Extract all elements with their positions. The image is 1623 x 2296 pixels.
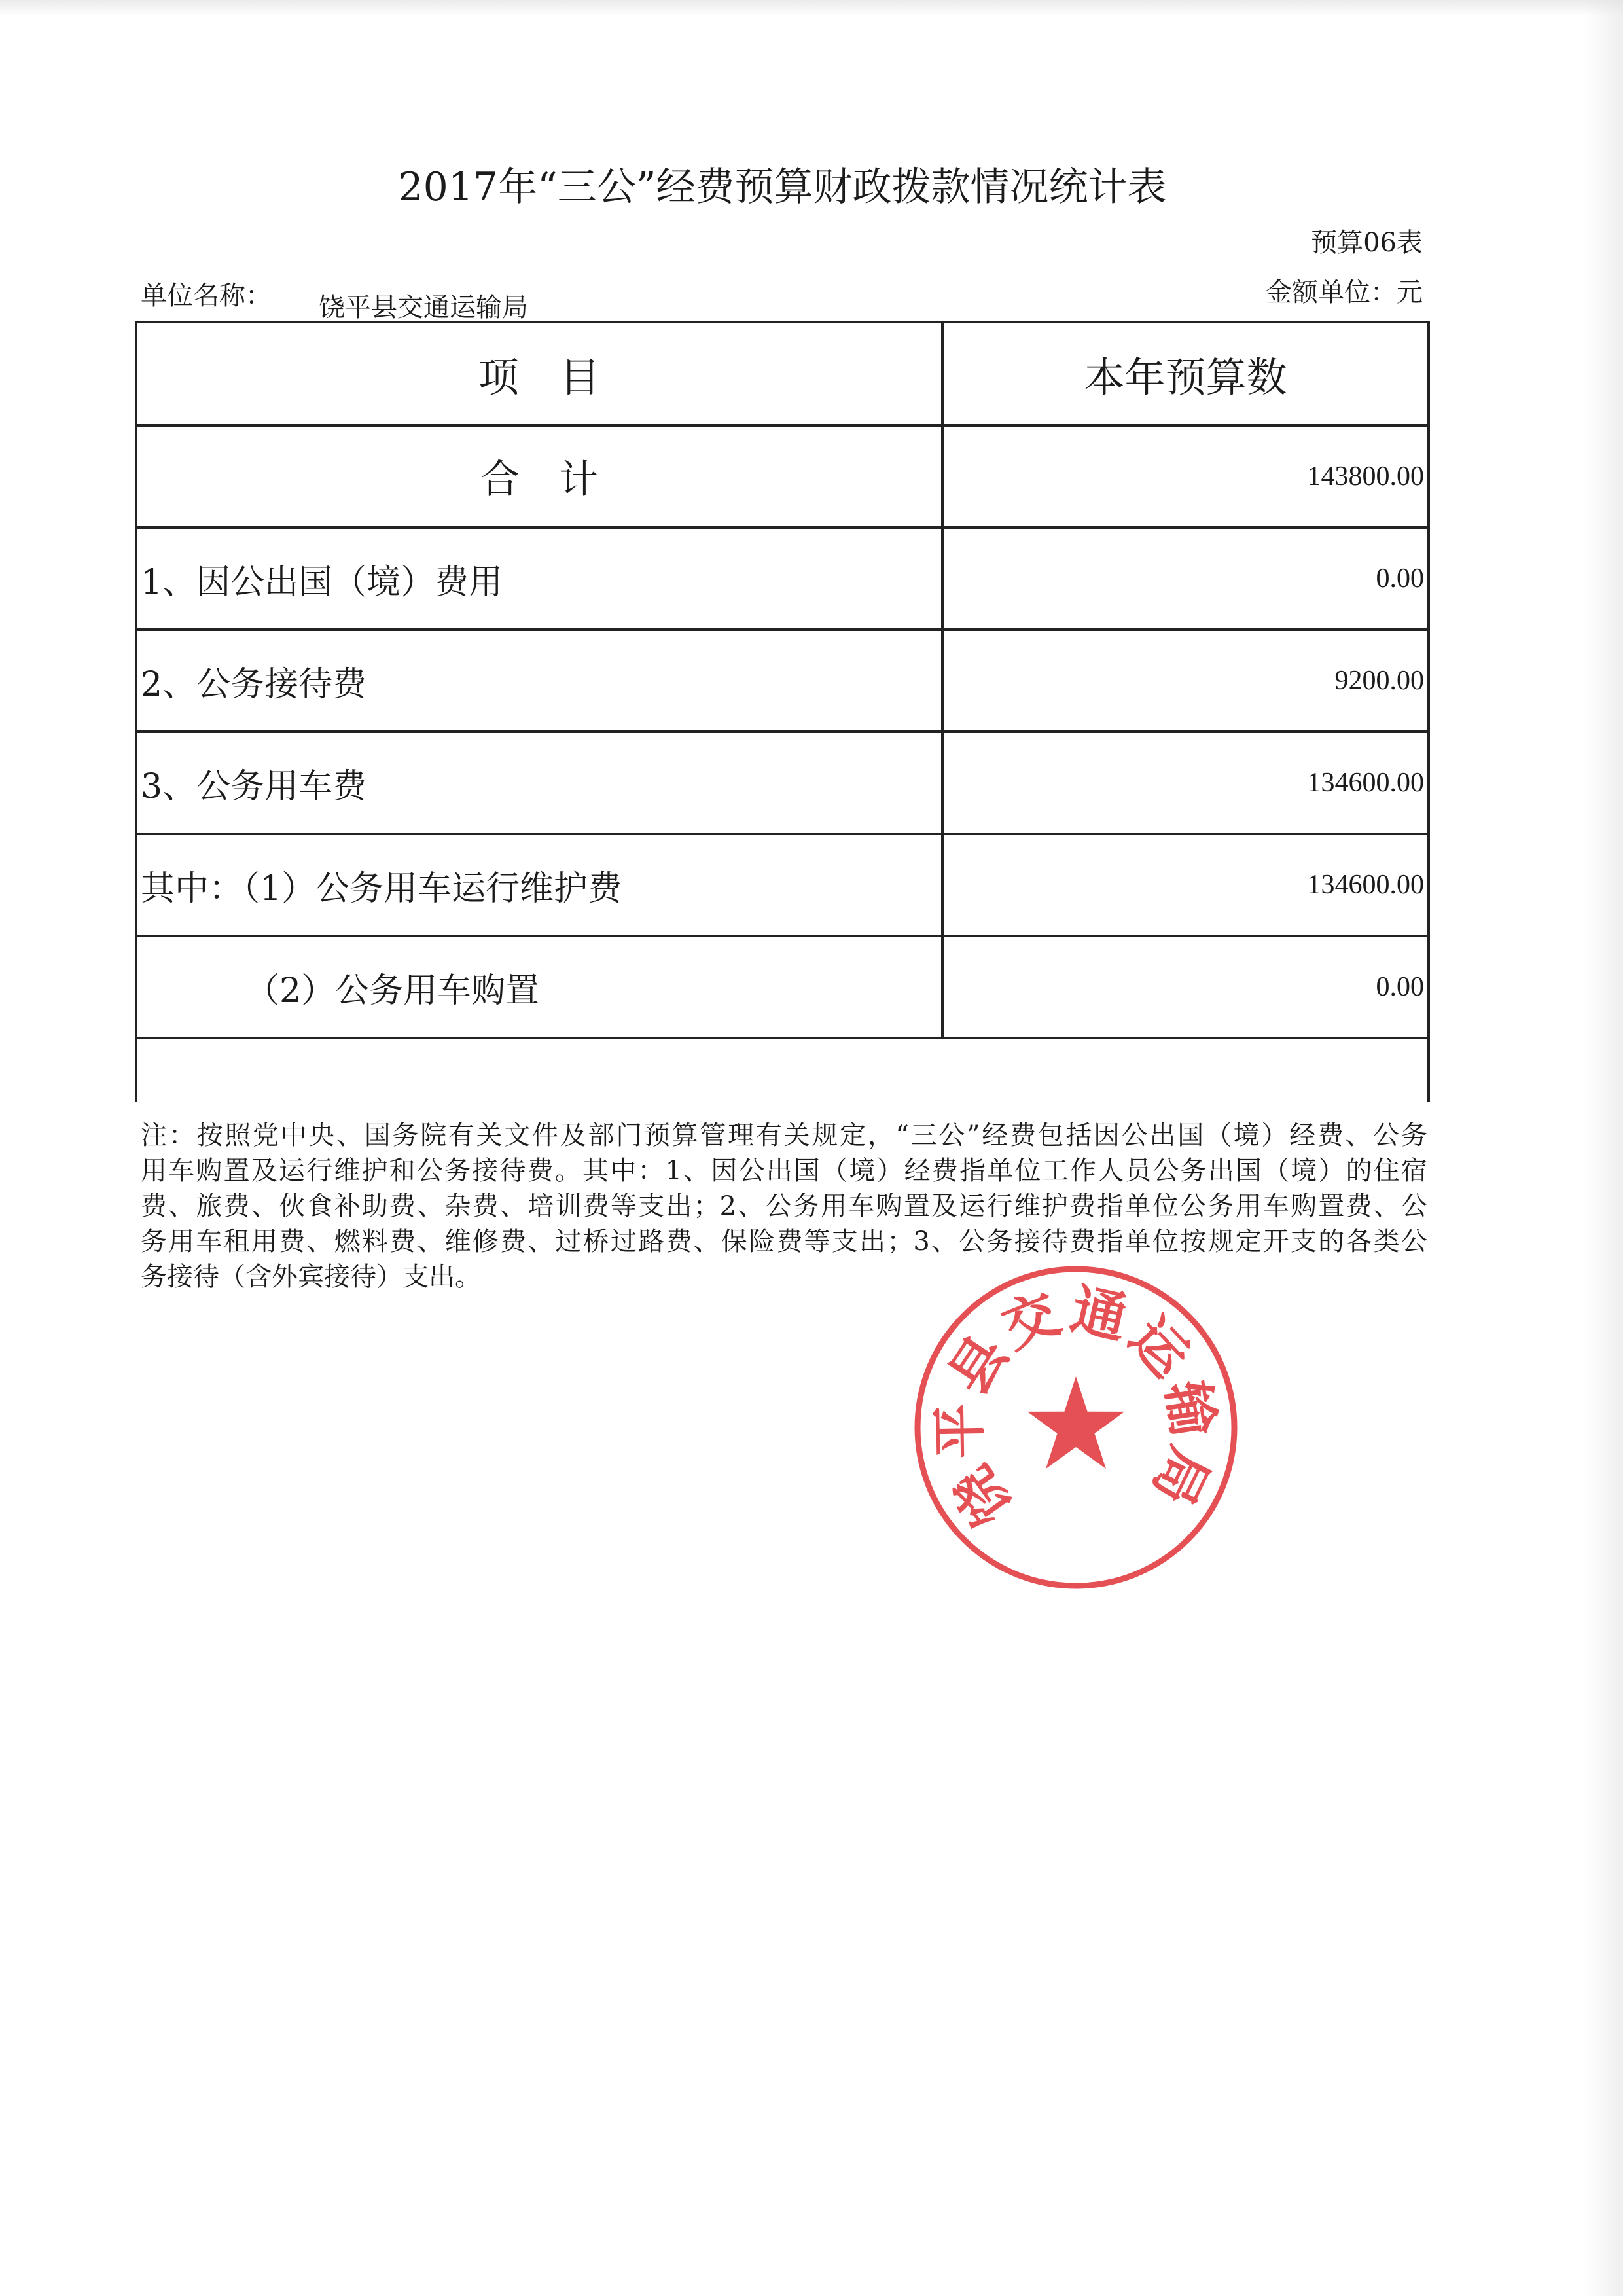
table-row <box>135 935 1430 1037</box>
official-seal-stamp <box>906 1257 1246 1598</box>
amount-cell: 134600.00 <box>1307 768 1424 798</box>
unit-label: 单位名称： <box>141 281 272 311</box>
item-cell: 其中：（1）公务用车运行维护费 <box>137 835 944 935</box>
header-amount: 本年预算数 <box>1084 353 1287 401</box>
table-row <box>135 833 1430 935</box>
amount-cell: 0.00 <box>1376 972 1424 1002</box>
budget-table <box>135 321 1430 1102</box>
item-cell: （2）公务用车购置 <box>137 937 944 1037</box>
table-row <box>135 628 1430 730</box>
item-cell: 1、因公出国（境）费用 <box>137 529 944 628</box>
item-cell: 2、公务接待费 <box>137 631 944 730</box>
table-header-row <box>135 321 1430 424</box>
footnote-line: 注：按照党中央、国务院有关文件及部门预算管理有关规定，“三公”经费包括因公出国（境）经费、公务 <box>141 1121 1427 1151</box>
footnote-line: 用车购置及运行维护和公务接待费。其中：1、因公出国（境）经费指单位工作人员公务出国（境）的住宿 <box>141 1156 1427 1186</box>
table-row <box>135 730 1430 833</box>
scan-shadow-top <box>0 0 1623 16</box>
table-row-total <box>135 424 1430 526</box>
document-title: 2017年“三公”经费预算财政拨款情况统计表 <box>398 164 1167 210</box>
header-item: 项 目 <box>137 323 944 424</box>
table-row-empty <box>135 1037 1430 1102</box>
footnote-line: 务用车租用费、燃料费、维修费、过桥过路费、保险费等支出；3、公务接待费指单位按规定开支的各类公 <box>141 1227 1427 1257</box>
form-code: 预算06表 <box>1311 228 1423 258</box>
table-row <box>135 526 1430 628</box>
item-cell: 合 计 <box>137 427 944 526</box>
amount-cell: 9200.00 <box>1334 666 1424 696</box>
seal-star-icon <box>1027 1376 1124 1469</box>
amount-cell: 0.00 <box>1376 564 1424 594</box>
scan-shadow-right <box>1584 0 1623 2296</box>
item-cell: 3、公务用车费 <box>137 733 944 833</box>
amount-cell: 134600.00 <box>1307 870 1424 900</box>
seal-text-path: 饶平县交通运输局 <box>927 1276 1228 1537</box>
unit-name: 饶平县交通运输局 <box>319 293 528 323</box>
footnote-line: 费、旅费、伙食补助费、杂费、培训费等支出；2、公务用车购置及运行维护费指单位公务用车购置费、公 <box>141 1191 1427 1221</box>
amount-cell: 143800.00 <box>1307 461 1424 492</box>
currency-unit: 金额单位：元 <box>1266 278 1423 308</box>
footnote-line: 务接待（含外宾接待）支出。 <box>141 1262 481 1292</box>
